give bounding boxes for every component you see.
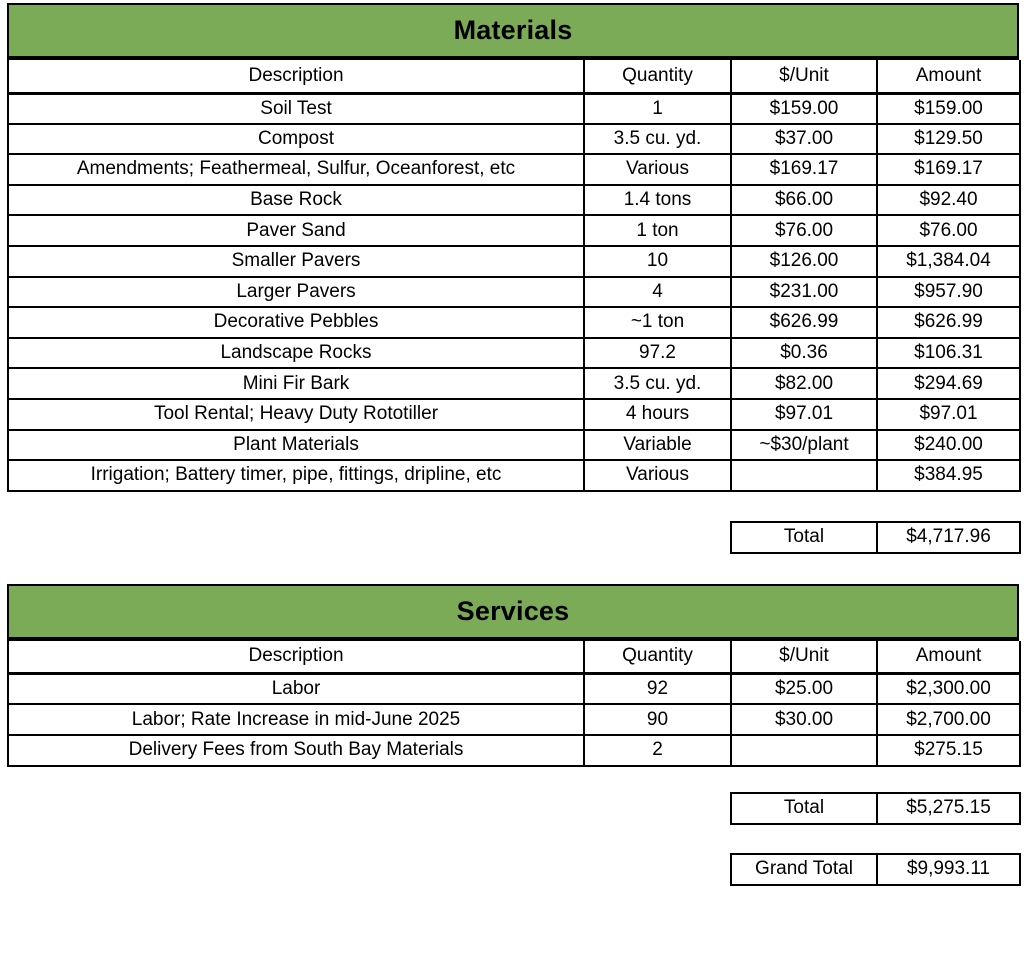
quantity-cell: 1.4 tons (584, 185, 731, 216)
unit-price-cell: $66.00 (731, 185, 877, 216)
quantity-cell: 1 ton (584, 215, 731, 246)
description-cell: Labor; Rate Increase in mid-June 2025 (8, 704, 584, 735)
materials-total-row (731, 522, 1020, 553)
unit-price-cell: $231.00 (731, 277, 877, 308)
description-cell: Base Rock (8, 185, 584, 216)
column-header-quantity: Quantity (584, 641, 731, 674)
services-section-title: Services (456, 595, 570, 626)
description-cell: Mini Fir Bark (8, 368, 584, 399)
services-section-banner (7, 584, 1019, 641)
amount-cell: $76.00 (877, 215, 1020, 246)
unit-price-cell (731, 460, 877, 491)
unit-price-cell: $97.01 (731, 399, 877, 430)
table-row (8, 185, 1020, 216)
column-header-quantity: Quantity (584, 60, 731, 93)
column-header-unit-price: $/Unit (731, 641, 877, 674)
table-row (8, 368, 1020, 399)
amount-cell: $159.00 (877, 93, 1020, 124)
amount-cell: $169.17 (877, 154, 1020, 185)
materials-section-title: Materials (453, 15, 573, 45)
unit-price-cell: ~$30/plant (731, 430, 877, 461)
unit-price-cell (731, 735, 877, 766)
description-cell: Tool Rental; Heavy Duty Rototiller (8, 399, 584, 430)
amount-cell: $294.69 (877, 368, 1020, 399)
table-row (8, 674, 1020, 705)
amount-cell: $957.90 (877, 277, 1020, 308)
quantity-cell: 10 (584, 246, 731, 277)
services-total-box (730, 792, 1021, 825)
column-header-amount: Amount (877, 60, 1020, 93)
description-cell: Larger Pavers (8, 277, 584, 308)
amount-cell: $240.00 (877, 430, 1020, 461)
description-cell: Smaller Pavers (8, 246, 584, 277)
unit-price-cell: $169.17 (731, 154, 877, 185)
quantity-cell: 97.2 (584, 338, 731, 369)
quantity-cell: 92 (584, 674, 731, 705)
grand-total-row (731, 854, 1020, 885)
quantity-cell: Various (584, 154, 731, 185)
amount-cell: $384.95 (877, 460, 1020, 491)
description-cell: Amendments; Feathermeal, Sulfur, Oceanforest, etc (8, 154, 584, 185)
quantity-cell: ~1 ton (584, 307, 731, 338)
amount-cell: $1,384.04 (877, 246, 1020, 277)
amount-cell: $129.50 (877, 124, 1020, 155)
unit-price-cell: $82.00 (731, 368, 877, 399)
column-header-description: Description (8, 60, 584, 93)
grand-total-value: $9,993.11 (877, 854, 1020, 885)
quantity-cell: 1 (584, 93, 731, 124)
services-table (7, 641, 1021, 767)
services-column-header-row (8, 641, 1020, 674)
table-row (8, 215, 1020, 246)
table-row (8, 93, 1020, 124)
quantity-cell: 3.5 cu. yd. (584, 368, 731, 399)
materials-column-header-row (8, 60, 1020, 93)
table-row (8, 460, 1020, 491)
grand-total-label: Grand Total (731, 854, 877, 885)
table-row (8, 277, 1020, 308)
table-row (8, 124, 1020, 155)
table-row (8, 307, 1020, 338)
unit-price-cell: $159.00 (731, 93, 877, 124)
amount-cell: $92.40 (877, 185, 1020, 216)
quantity-cell: 90 (584, 704, 731, 735)
amount-cell: $275.15 (877, 735, 1020, 766)
table-row (8, 338, 1020, 369)
services-total-row (731, 793, 1020, 824)
unit-price-cell: $37.00 (731, 124, 877, 155)
materials-table (7, 60, 1021, 492)
services-total-value: $5,275.15 (877, 793, 1020, 824)
unit-price-cell: $30.00 (731, 704, 877, 735)
table-row (8, 246, 1020, 277)
table-row (8, 430, 1020, 461)
unit-price-cell: $626.99 (731, 307, 877, 338)
materials-total-value: $4,717.96 (877, 522, 1020, 553)
amount-cell: $97.01 (877, 399, 1020, 430)
table-row (8, 704, 1020, 735)
column-header-amount: Amount (877, 641, 1020, 674)
quantity-cell: 2 (584, 735, 731, 766)
amount-cell: $626.99 (877, 307, 1020, 338)
quantity-cell: Variable (584, 430, 731, 461)
table-row (8, 399, 1020, 430)
description-cell: Compost (8, 124, 584, 155)
description-cell: Decorative Pebbles (8, 307, 584, 338)
quantity-cell: 3.5 cu. yd. (584, 124, 731, 155)
description-cell: Delivery Fees from South Bay Materials (8, 735, 584, 766)
quantity-cell: 4 hours (584, 399, 731, 430)
table-row (8, 154, 1020, 185)
description-cell: Paver Sand (8, 215, 584, 246)
description-cell: Soil Test (8, 93, 584, 124)
column-header-unit-price: $/Unit (731, 60, 877, 93)
unit-price-cell: $126.00 (731, 246, 877, 277)
description-cell: Plant Materials (8, 430, 584, 461)
column-header-description: Description (8, 641, 584, 674)
cost-estimate-sheet (7, 3, 1019, 886)
amount-cell: $2,700.00 (877, 704, 1020, 735)
description-cell: Landscape Rocks (8, 338, 584, 369)
materials-total-label: Total (731, 522, 877, 553)
services-total-label: Total (731, 793, 877, 824)
materials-section-banner (7, 3, 1019, 60)
quantity-cell: 4 (584, 277, 731, 308)
table-row (8, 735, 1020, 766)
unit-price-cell: $0.36 (731, 338, 877, 369)
description-cell: Labor (8, 674, 584, 705)
grand-total-box (730, 853, 1021, 886)
unit-price-cell: $25.00 (731, 674, 877, 705)
amount-cell: $2,300.00 (877, 674, 1020, 705)
quantity-cell: Various (584, 460, 731, 491)
amount-cell: $106.31 (877, 338, 1020, 369)
unit-price-cell: $76.00 (731, 215, 877, 246)
materials-total-box (730, 521, 1021, 554)
description-cell: Irrigation; Battery timer, pipe, fittings, dripline, etc (8, 460, 584, 491)
